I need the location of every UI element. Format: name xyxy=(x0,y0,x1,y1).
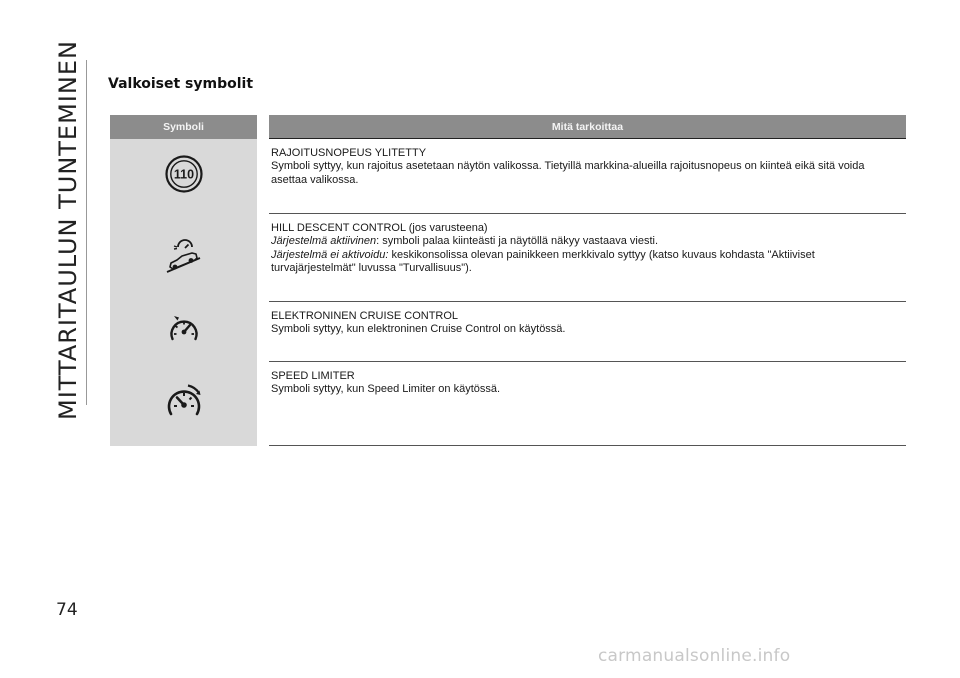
table-row xyxy=(110,362,906,446)
column-header-meaning: Mitä tarkoittaa xyxy=(263,115,906,139)
row-description: Symboli syttyy, kun rajoitus asetetaan näytön valikossa. Tietyillä markkina-alueilla rajoitusnopeus on kiinteä eikä sitä voida asettaa valikossa. xyxy=(271,160,865,186)
meaning-cell xyxy=(263,214,906,302)
status-text-active: : symboli palaa kiinteästi ja näytöllä näkyy vastaava viesti. xyxy=(376,235,659,248)
chapter-divider xyxy=(86,60,87,405)
section-title: Valkoiset symbolit xyxy=(108,76,254,92)
symbol-cell xyxy=(110,362,263,446)
page-number: 74 xyxy=(56,600,78,620)
speed-limiter-icon xyxy=(164,382,204,426)
hill-descent-control-icon xyxy=(162,236,206,280)
chapter-title: MITTARITAULUN TUNTEMINEN xyxy=(54,40,82,420)
row-description: Symboli syttyy, kun elektroninen Cruise Control on käytössä. xyxy=(271,323,566,336)
symbols-table xyxy=(110,115,906,446)
row-title: ELEKTRONINEN CRUISE CONTROL xyxy=(271,310,459,322)
table-row xyxy=(110,139,906,214)
row-title: HILL DESCENT CONTROL (jos varusteena) xyxy=(271,222,488,234)
table-row xyxy=(110,214,906,302)
meaning-cell xyxy=(263,302,906,362)
meaning-cell xyxy=(263,139,906,214)
table-row xyxy=(110,302,906,362)
status-text-not-activated: keskikonsolissa olevan painikkeen merkkivalo syttyy (katso kuvaus kohdasta "Aktiiviset turvajärjestelmät" luvussa "Turvallisuus"). xyxy=(271,248,815,274)
symbol-cell xyxy=(110,214,263,302)
speed-limit-110-icon xyxy=(164,154,204,198)
speed-limit-value: 110 xyxy=(173,167,194,182)
watermark: carmanualsonline.info xyxy=(598,646,791,666)
table-header-row xyxy=(110,115,906,139)
row-title: RAJOITUSNOPEUS YLITETTY xyxy=(271,147,427,159)
symbol-cell xyxy=(110,139,263,214)
status-label-not-activated: Järjestelmä ei aktivoidu: xyxy=(271,248,389,261)
row-description xyxy=(271,249,902,276)
row-description: Symboli syttyy, kun Speed Limiter on käytössä. xyxy=(271,383,501,396)
row-description xyxy=(271,235,902,248)
row-title: SPEED LIMITER xyxy=(271,370,355,382)
symbol-cell xyxy=(110,302,263,362)
cruise-control-icon xyxy=(166,314,202,350)
meaning-cell xyxy=(263,362,906,446)
column-header-symbol: Symboli xyxy=(110,115,263,139)
status-label-active: Järjestelmä aktiivinen xyxy=(271,235,377,248)
